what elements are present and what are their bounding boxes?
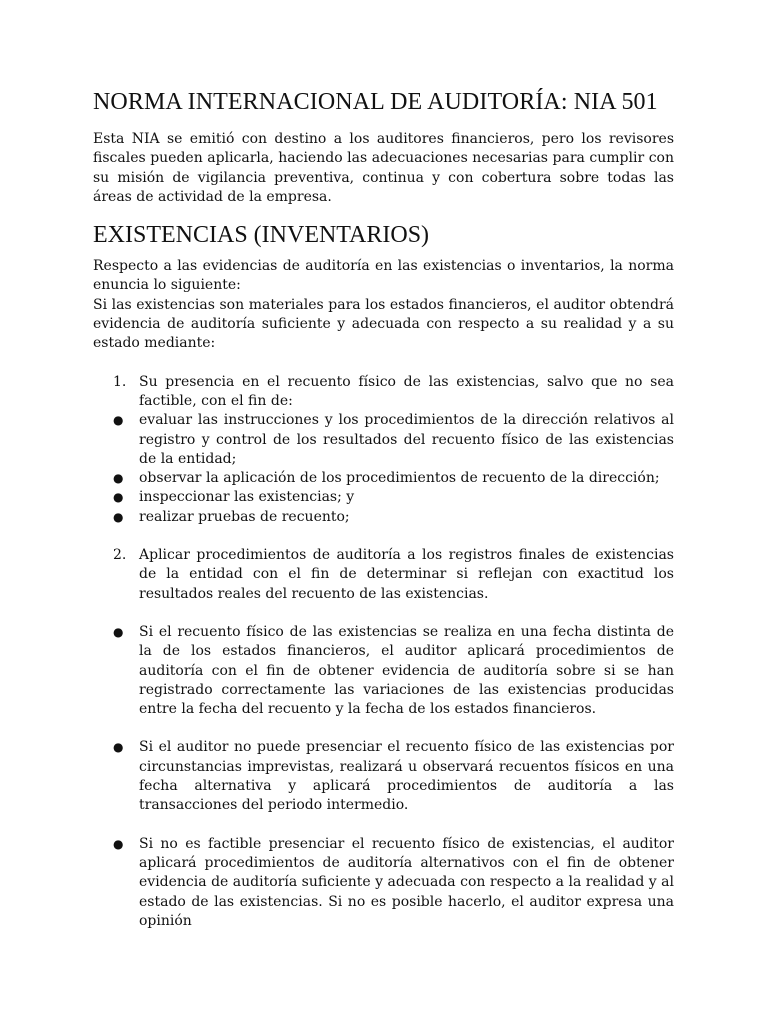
bullet-icon: ● <box>113 471 124 486</box>
bullet-item <box>93 623 674 719</box>
numbered-item-2 <box>93 546 674 604</box>
numbered-item-1 <box>93 373 674 412</box>
bullet-item <box>93 738 674 815</box>
section-paragraph-2: Si las existencias son materiales para los estados financieros, el auditor obtendrá evidencia de auditoría suficiente y adecuada con respecto a su realidad y a su estado mediante: <box>93 296 674 352</box>
sub-bullet-item <box>93 488 674 507</box>
sub-bullet-item <box>93 411 674 469</box>
list-item-text: Si no es factible presenciar el recuento físico de existencias, el auditor aplicará procedimientos de auditoría alternativos con el fin de obtener evidencia de auditoría suficiente y adecuada con respecto a la realidad y al estado de las existencias. Si no es posible hacerlo, el auditor expresa una opinión <box>139 835 674 929</box>
list-item-text: Su presencia en el recuento físico de las existencias, salvo que no sea factible, con el fin de: <box>139 373 674 409</box>
intro-paragraph: Esta NIA se emitió con destino a los auditores financieros, pero los revisores fiscales pueden aplicarla, haciendo las adecuaciones necesarias para cumplir con su misión de vigilancia preventiva, continua y con cobertura sobre todas las áreas de actividad de la empresa. <box>93 131 674 205</box>
bullet-icon: ● <box>113 509 124 524</box>
sub-bullet-item <box>93 508 674 527</box>
bullet-icon: ● <box>113 624 124 639</box>
list-number: 1. <box>113 373 127 390</box>
document-title: NORMA INTERNACIONAL DE AUDITORÍA: NIA 501 <box>93 89 658 115</box>
bullet-icon: ● <box>113 740 124 755</box>
list-item-text: Si el recuento físico de las existencias se realiza en una fecha distinta de la de los estados financieros, el auditor aplicará procedimientos de auditoría con el fin de obtener evidencia de auditoría sobre si se han registrado correctamente las variaciones de las existencias producidas entre la fecha del recuento y la fecha de los estados financieros. <box>139 623 674 718</box>
bullet-icon: ● <box>113 490 124 505</box>
section-title: EXISTENCIAS (INVENTARIOS) <box>93 222 430 249</box>
document-page <box>93 88 674 931</box>
bullet-item <box>93 835 674 931</box>
section-paragraph-1: Respecto a las evidencias de auditoría en las existencias o inventarios, la norma enuncia lo siguiente: <box>93 258 674 294</box>
list-item-text: Aplicar procedimientos de auditoría a los registros finales de existencias de la entidad con el fin de determinar si reflejan con exactitud los resultados reales del recuento de las existencias. <box>139 547 674 602</box>
list-item-text: Si el auditor no puede presenciar el recuento físico de las existencias por circunstancias imprevistas, realizará u observará recuentos físicos en una fecha alternativa y aplicará procedimientos de auditoría a las transacciones del periodo intermedio. <box>139 739 674 814</box>
bullet-icon: ● <box>113 413 124 428</box>
list-number: 2. <box>113 547 127 564</box>
list-item-text: realizar pruebas de recuento; <box>139 508 350 525</box>
sub-bullet-item <box>93 469 674 488</box>
list-item-text: evaluar las instrucciones y los procedimientos de la dirección relativos al registro y control de los resultados del recuento físico de las existencias de la entidad; <box>139 412 674 467</box>
bullet-icon: ● <box>113 836 124 851</box>
list-item-text: inspeccionar las existencias; y <box>139 489 355 506</box>
list-item-text: observar la aplicación de los procedimientos de recuento de la dirección; <box>139 470 660 487</box>
